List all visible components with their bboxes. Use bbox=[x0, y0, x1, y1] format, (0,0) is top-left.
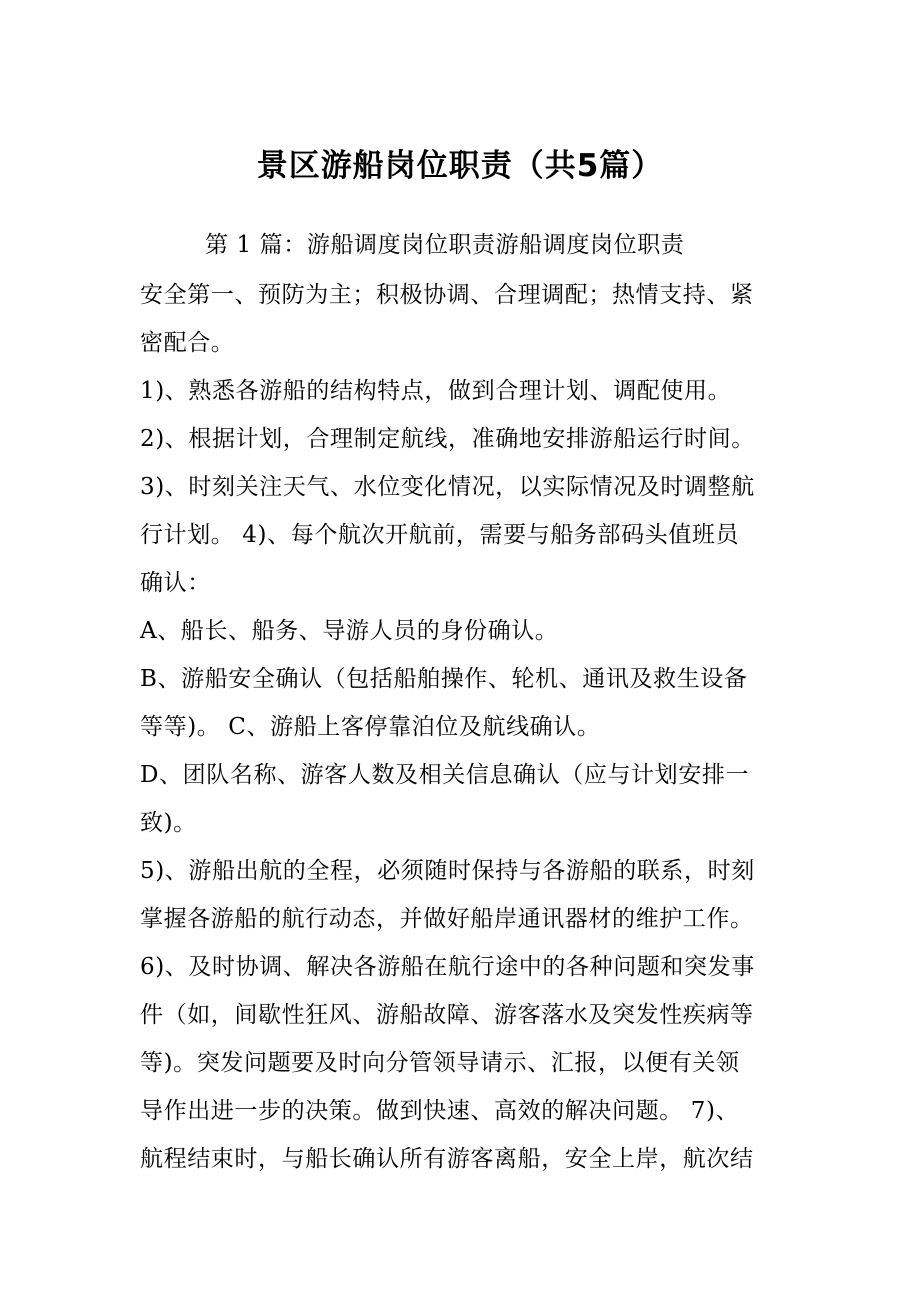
paragraph-line: 3)、时刻关注天气、水位变化情况，以实际情况及时调整航 bbox=[140, 474, 755, 500]
paragraph-line: 行计划。 4)、每个航次开航前，需要与船务部码头值班员 bbox=[140, 522, 740, 548]
section-heading: 第 1 篇：游船调度岗位职责游船调度岗位职责 bbox=[205, 232, 685, 258]
paragraph-line: 2)、根据计划，合理制定航线，准确地安排游船运行时间。 bbox=[140, 426, 755, 452]
paragraph-line: 6)、及时协调、解决各游船在航行途中的各种问题和突发事 bbox=[140, 954, 755, 980]
paragraph-line: 掌握各游船的航行动态，并做好船岸通讯器材的维护工作。 bbox=[140, 906, 754, 932]
paragraph-line: 航程结束时，与船长确认所有游客离船，安全上岸，航次结 bbox=[140, 1146, 754, 1172]
paragraph-line: 等)。突发问题要及时向分管领导请示、汇报，以便有关领 bbox=[140, 1050, 740, 1076]
paragraph-line: 件（如，间歇性狂风、游船故障、游客落水及突发性疾病等 bbox=[140, 1002, 754, 1028]
paragraph-line: 致)。 bbox=[140, 810, 197, 836]
paragraph-line: 1)、熟悉各游船的结构特点，做到合理计划、调配使用。 bbox=[140, 378, 732, 404]
paragraph-line: D、团队名称、游客人数及相关信息确认（应与计划安排一 bbox=[140, 762, 750, 788]
paragraph-line: 密配合。 bbox=[140, 330, 235, 356]
paragraph-line: B、游船安全确认（包括船舶操作、轮机、通讯及救生设备 bbox=[140, 666, 748, 692]
paragraph-line: 5)、游船出航的全程，必须随时保持与各游船的联系，时刻 bbox=[140, 858, 755, 884]
paragraph-line: 确认： bbox=[140, 570, 211, 596]
paragraph-line: 导作出进一步的决策。做到快速、高效的解决问题。 7)、 bbox=[140, 1098, 740, 1124]
paragraph-line: 等等)。 C、游船上客停靠泊位及航线确认。 bbox=[140, 714, 601, 740]
paragraph-line: 安全第一、预防为主；积极协调、合理调配；热情支持、紧 bbox=[140, 282, 754, 308]
paragraph-line: A、船长、船务、导游人员的身份确认。 bbox=[140, 618, 559, 644]
document-title: 景区游船岗位职责（共5篇） bbox=[256, 148, 664, 184]
